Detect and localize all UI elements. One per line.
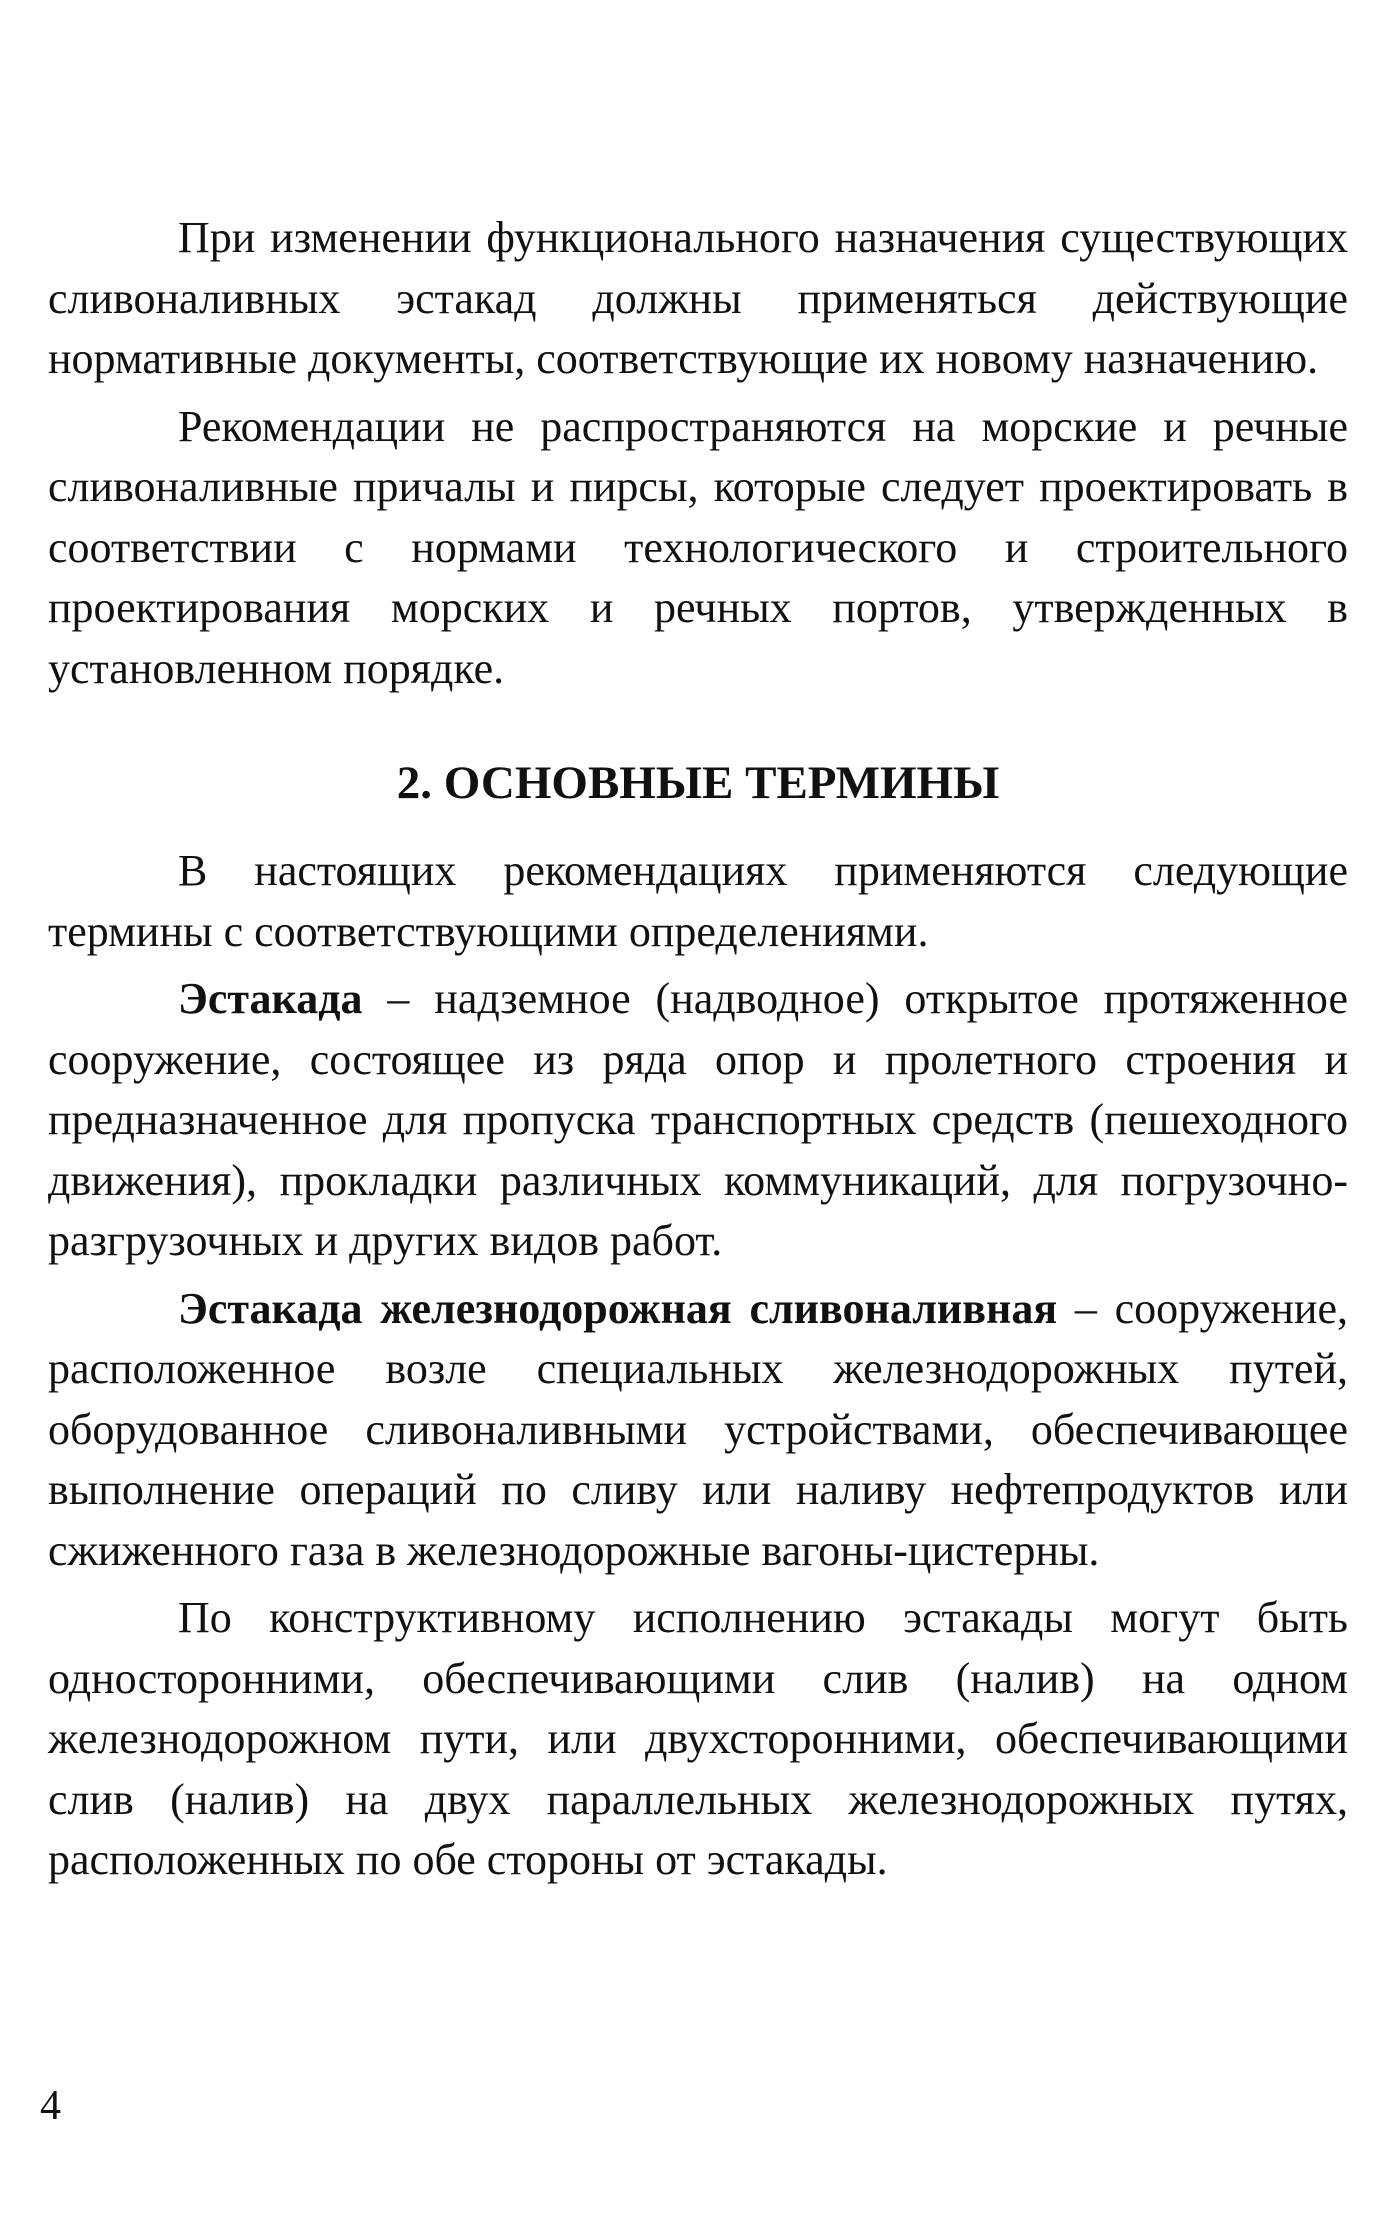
page-number: 4 xyxy=(40,2083,61,2129)
section-heading: 2. ОСНОВНЫЕ ТЕРМИНЫ xyxy=(396,757,1000,809)
paragraph-functional-change: При изменении функционального назначения существующих сливоналивных эстакад должны применяться действующие нормативные документы, соответствующие их новому назначению. xyxy=(48,213,1348,383)
definition-rail-estakada-text: – сооружение, расположенное возле специальных железнодорожных путей, оборудованное сливоналивными устройствами, обеспечивающее выполнение операций по сливу или наливу нефтепродуктов или сжиженного газа в железнодорожные вагоны-цистерны. xyxy=(48,1283,1348,1575)
paragraph-terms-intro: В настоящих рекомендациях применяются следующие термины с соответствующими определениями. xyxy=(48,846,1348,956)
definition-rail-estakada xyxy=(48,1279,1348,1582)
definition-estakada-text: – надземное (надводное) открытое протяженное сооружение, состоящее из ряда опор и пролетного строения и предназначенное для пропуска транспортных средств (пешеходного движения), прокладки различных коммуникаций, для погрузочно-разгрузочных и других видов работ. xyxy=(48,974,1348,1265)
term-rail-estakada: Эстакада железнодорожная сливоналивная xyxy=(178,1283,1058,1333)
paragraph-construction-types: По конструктивному исполнению эстакады могут быть односторонними, обеспечивающими слив (налив) на одном железнодорожном пути, или двухсторонними, обеспечивающими слив (налив) на двух параллельных железнодорожных путях, расположенных по обе стороны от эстакады. xyxy=(48,1593,1348,1884)
term-estakada: Эстакада xyxy=(178,974,363,1023)
document-page xyxy=(48,208,1348,1898)
definition-estakada xyxy=(48,969,1348,1272)
paragraph-scope-exclusion: Рекомендации не распространяются на морские и речные сливоналивные причалы и пирсы, которые следует проектировать в соответствии с нормами технологического и строительного проектирования морских и речных портов, утвержденных в установленном порядке. xyxy=(48,401,1348,693)
